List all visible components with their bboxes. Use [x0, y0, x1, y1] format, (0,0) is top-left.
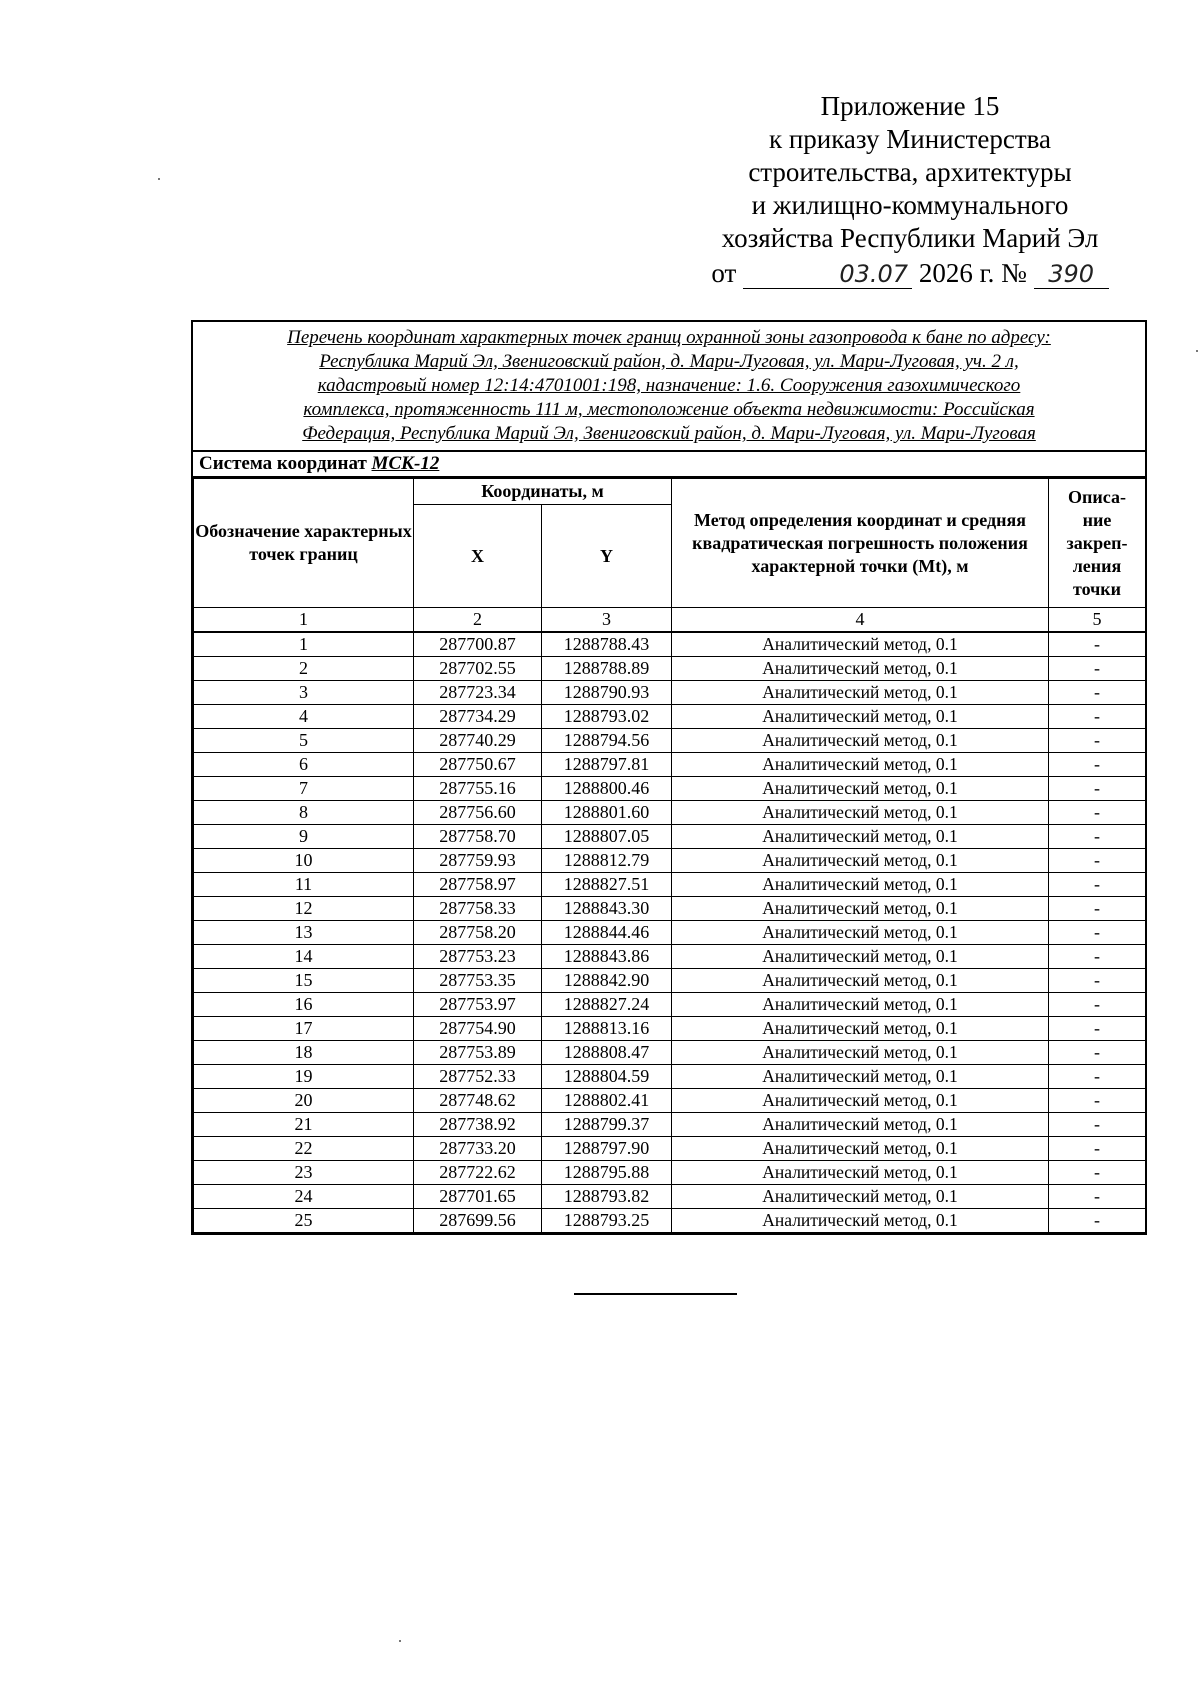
point-number: 21 [194, 1113, 414, 1137]
point-number: 4 [194, 705, 414, 729]
table-row [194, 632, 1146, 657]
coord-x: 287740.29 [414, 729, 542, 753]
point-number: 22 [194, 1137, 414, 1161]
table-row [194, 1185, 1146, 1209]
description: - [1049, 1089, 1146, 1113]
appendix-line-republic: хозяйства Республики Марий Эл [721, 223, 1099, 253]
coord-y: 1288797.90 [542, 1137, 672, 1161]
column-number: 3 [542, 608, 672, 633]
coord-x: 287758.20 [414, 921, 542, 945]
table-row [194, 1041, 1146, 1065]
point-number: 6 [194, 753, 414, 777]
coord-x: 287753.23 [414, 945, 542, 969]
coord-y: 1288799.37 [542, 1113, 672, 1137]
handwritten-number: 390 [1034, 258, 1109, 289]
point-number: 9 [194, 825, 414, 849]
coord-x: 287699.56 [414, 1209, 542, 1233]
coordinate-system-label: Система координат [199, 453, 367, 474]
method: Аналитический метод, 0.1 [672, 753, 1049, 777]
description: - [1049, 657, 1146, 681]
table-row [194, 681, 1146, 705]
point-number: 18 [194, 1041, 414, 1065]
coord-y: 1288790.93 [542, 681, 672, 705]
point-number: 24 [194, 1185, 414, 1209]
method: Аналитический метод, 0.1 [672, 921, 1049, 945]
method: Аналитический метод, 0.1 [672, 825, 1049, 849]
table-row [194, 873, 1146, 897]
table-row [194, 705, 1146, 729]
coord-y: 1288812.79 [542, 849, 672, 873]
table-body [194, 608, 1146, 1233]
table-row [194, 897, 1146, 921]
header-description-line: точки [1072, 578, 1122, 599]
coord-x: 287755.16 [414, 777, 542, 801]
coord-x: 287753.97 [414, 993, 542, 1017]
coord-y: 1288827.51 [542, 873, 672, 897]
point-number: 23 [194, 1161, 414, 1185]
coordinates-table [193, 478, 1146, 1233]
coordinate-system-value: МСК-12 [371, 453, 440, 474]
table-row [194, 825, 1146, 849]
table-row [194, 1209, 1146, 1233]
point-number: 20 [194, 1089, 414, 1113]
header-coordinates: Координаты, м [414, 479, 672, 505]
coord-x: 287753.89 [414, 1041, 542, 1065]
description: - [1049, 632, 1146, 657]
coord-y: 1288793.82 [542, 1185, 672, 1209]
table-row [194, 993, 1146, 1017]
point-number: 25 [194, 1209, 414, 1233]
coord-x: 287758.97 [414, 873, 542, 897]
description: - [1049, 753, 1146, 777]
caption-line: Республика Марий Эл, Звениговский район, д. Мари-Луговая, ул. Мари-Луговая, уч. 2 л, [319, 351, 1019, 372]
table-row [194, 729, 1146, 753]
method: Аналитический метод, 0.1 [672, 993, 1049, 1017]
table-row [194, 969, 1146, 993]
table-row [194, 777, 1146, 801]
table-row [194, 1065, 1146, 1089]
description: - [1049, 1041, 1146, 1065]
point-number: 2 [194, 657, 414, 681]
header-y: Y [542, 505, 672, 608]
description: - [1049, 1137, 1146, 1161]
table-row [194, 1161, 1146, 1185]
method: Аналитический метод, 0.1 [672, 897, 1049, 921]
method: Аналитический метод, 0.1 [672, 1161, 1049, 1185]
table-caption [193, 322, 1145, 452]
description: - [1049, 921, 1146, 945]
coord-y: 1288844.46 [542, 921, 672, 945]
caption-line: кадастровый номер 12:14:4701001:198, назначение: 1.6. Сооружения газохимического [317, 375, 1021, 396]
header-description-line: Описа- [1068, 486, 1126, 507]
description: - [1049, 993, 1146, 1017]
description: - [1049, 969, 1146, 993]
header-description-line: ления [1072, 555, 1122, 576]
description: - [1049, 873, 1146, 897]
coord-x: 287738.92 [414, 1113, 542, 1137]
description: - [1049, 1185, 1146, 1209]
appendix-title: Приложение 15 [820, 91, 1000, 121]
description: - [1049, 777, 1146, 801]
header-method: Метод определения координат и средняя квадратическая погрешность положения характерной точки (Mt), м [672, 479, 1049, 608]
column-number: 5 [1049, 608, 1146, 633]
table-row [194, 801, 1146, 825]
scan-speck [1196, 350, 1198, 352]
header-description-line: ние [1082, 509, 1112, 530]
coord-x: 287723.34 [414, 681, 542, 705]
point-number: 8 [194, 801, 414, 825]
method: Аналитический метод, 0.1 [672, 632, 1049, 657]
description: - [1049, 729, 1146, 753]
coordinates-table-frame [191, 320, 1147, 1235]
coord-x: 287722.62 [414, 1161, 542, 1185]
description: - [1049, 849, 1146, 873]
end-divider [574, 1293, 737, 1295]
coord-y: 1288813.16 [542, 1017, 672, 1041]
method: Аналитический метод, 0.1 [672, 1185, 1049, 1209]
coord-y: 1288827.24 [542, 993, 672, 1017]
coord-x: 287758.33 [414, 897, 542, 921]
point-number: 11 [194, 873, 414, 897]
column-number: 1 [194, 608, 414, 633]
point-number: 3 [194, 681, 414, 705]
method: Аналитический метод, 0.1 [672, 1041, 1049, 1065]
coord-y: 1288788.43 [542, 632, 672, 657]
method: Аналитический метод, 0.1 [672, 705, 1049, 729]
coord-x: 287702.55 [414, 657, 542, 681]
column-number-row [194, 608, 1146, 633]
coord-x: 287754.90 [414, 1017, 542, 1041]
description: - [1049, 897, 1146, 921]
description: - [1049, 1017, 1146, 1041]
column-number: 2 [414, 608, 542, 633]
method: Аналитический метод, 0.1 [672, 1089, 1049, 1113]
description: - [1049, 801, 1146, 825]
point-number: 1 [194, 632, 414, 657]
column-number: 4 [672, 608, 1049, 633]
description: - [1049, 1161, 1146, 1185]
method: Аналитический метод, 0.1 [672, 777, 1049, 801]
point-number: 14 [194, 945, 414, 969]
appendix-date-line [680, 257, 1140, 290]
method: Аналитический метод, 0.1 [672, 873, 1049, 897]
method: Аналитический метод, 0.1 [672, 657, 1049, 681]
appendix-line-housing: и жилищно-коммунального [751, 190, 1069, 220]
coord-x: 287701.65 [414, 1185, 542, 1209]
caption-line: комплекса, протяженность 111 м, местоположение объекта недвижимости: Российская [303, 399, 1035, 420]
description: - [1049, 945, 1146, 969]
coord-x: 287750.67 [414, 753, 542, 777]
description: - [1049, 681, 1146, 705]
coord-y: 1288842.90 [542, 969, 672, 993]
coord-x: 287748.62 [414, 1089, 542, 1113]
header-description [1049, 479, 1146, 608]
table-row [194, 1017, 1146, 1041]
description: - [1049, 1065, 1146, 1089]
coord-x: 287752.33 [414, 1065, 542, 1089]
appendix-line-ministry: строительства, архитектуры [748, 157, 1072, 187]
coord-y: 1288800.46 [542, 777, 672, 801]
coord-x: 287753.35 [414, 969, 542, 993]
coord-y: 1288804.59 [542, 1065, 672, 1089]
method: Аналитический метод, 0.1 [672, 1113, 1049, 1137]
point-number: 7 [194, 777, 414, 801]
method: Аналитический метод, 0.1 [672, 681, 1049, 705]
table-row [194, 849, 1146, 873]
header-x: X [414, 505, 542, 608]
table-row [194, 1113, 1146, 1137]
header-points: Обозначение характерных точек границ [194, 479, 414, 608]
method: Аналитический метод, 0.1 [672, 1209, 1049, 1233]
point-number: 12 [194, 897, 414, 921]
coord-x: 287759.93 [414, 849, 542, 873]
coord-x: 287700.87 [414, 632, 542, 657]
table-row [194, 1137, 1146, 1161]
table-row [194, 945, 1146, 969]
table-row [194, 657, 1146, 681]
coord-y: 1288808.47 [542, 1041, 672, 1065]
table-row [194, 753, 1146, 777]
caption-line: Федерация, Республика Марий Эл, Звениговский район, д. Мари-Луговая, ул. Мари-Луговая [302, 423, 1036, 444]
table-row [194, 1089, 1146, 1113]
appendix-line-order: к приказу Министерства [768, 124, 1052, 154]
coord-x: 287756.60 [414, 801, 542, 825]
coordinate-system-row [193, 452, 1145, 478]
method: Аналитический метод, 0.1 [672, 969, 1049, 993]
coord-x: 287734.29 [414, 705, 542, 729]
coord-x: 287758.70 [414, 825, 542, 849]
point-number: 16 [194, 993, 414, 1017]
point-number: 15 [194, 969, 414, 993]
coord-y: 1288793.25 [542, 1209, 672, 1233]
method: Аналитический метод, 0.1 [672, 1017, 1049, 1041]
caption-line: Перечень координат характерных точек границ охранной зоны газопровода к бане по адресу: [287, 327, 1051, 348]
description: - [1049, 705, 1146, 729]
point-number: 10 [194, 849, 414, 873]
coord-y: 1288807.05 [542, 825, 672, 849]
description: - [1049, 825, 1146, 849]
coord-y: 1288788.89 [542, 657, 672, 681]
appendix-header [680, 90, 1140, 290]
point-number: 13 [194, 921, 414, 945]
point-number: 5 [194, 729, 414, 753]
handwritten-date: 03.07 [743, 258, 912, 289]
coord-y: 1288794.56 [542, 729, 672, 753]
method: Аналитический метод, 0.1 [672, 729, 1049, 753]
coord-y: 1288801.60 [542, 801, 672, 825]
coord-y: 1288843.86 [542, 945, 672, 969]
table-row [194, 921, 1146, 945]
method: Аналитический метод, 0.1 [672, 1065, 1049, 1089]
coord-y: 1288797.81 [542, 753, 672, 777]
scan-speck [399, 1640, 401, 1642]
year-number-label: 2026 г. № [918, 258, 1027, 288]
description: - [1049, 1113, 1146, 1137]
method: Аналитический метод, 0.1 [672, 849, 1049, 873]
scan-speck [158, 178, 160, 180]
header-description-line: закреп- [1066, 532, 1128, 553]
coord-y: 1288843.30 [542, 897, 672, 921]
point-number: 17 [194, 1017, 414, 1041]
coord-y: 1288793.02 [542, 705, 672, 729]
from-label: от [711, 258, 737, 288]
description: - [1049, 1209, 1146, 1233]
coord-y: 1288795.88 [542, 1161, 672, 1185]
method: Аналитический метод, 0.1 [672, 1137, 1049, 1161]
coord-x: 287733.20 [414, 1137, 542, 1161]
point-number: 19 [194, 1065, 414, 1089]
coord-y: 1288802.41 [542, 1089, 672, 1113]
method: Аналитический метод, 0.1 [672, 801, 1049, 825]
method: Аналитический метод, 0.1 [672, 945, 1049, 969]
